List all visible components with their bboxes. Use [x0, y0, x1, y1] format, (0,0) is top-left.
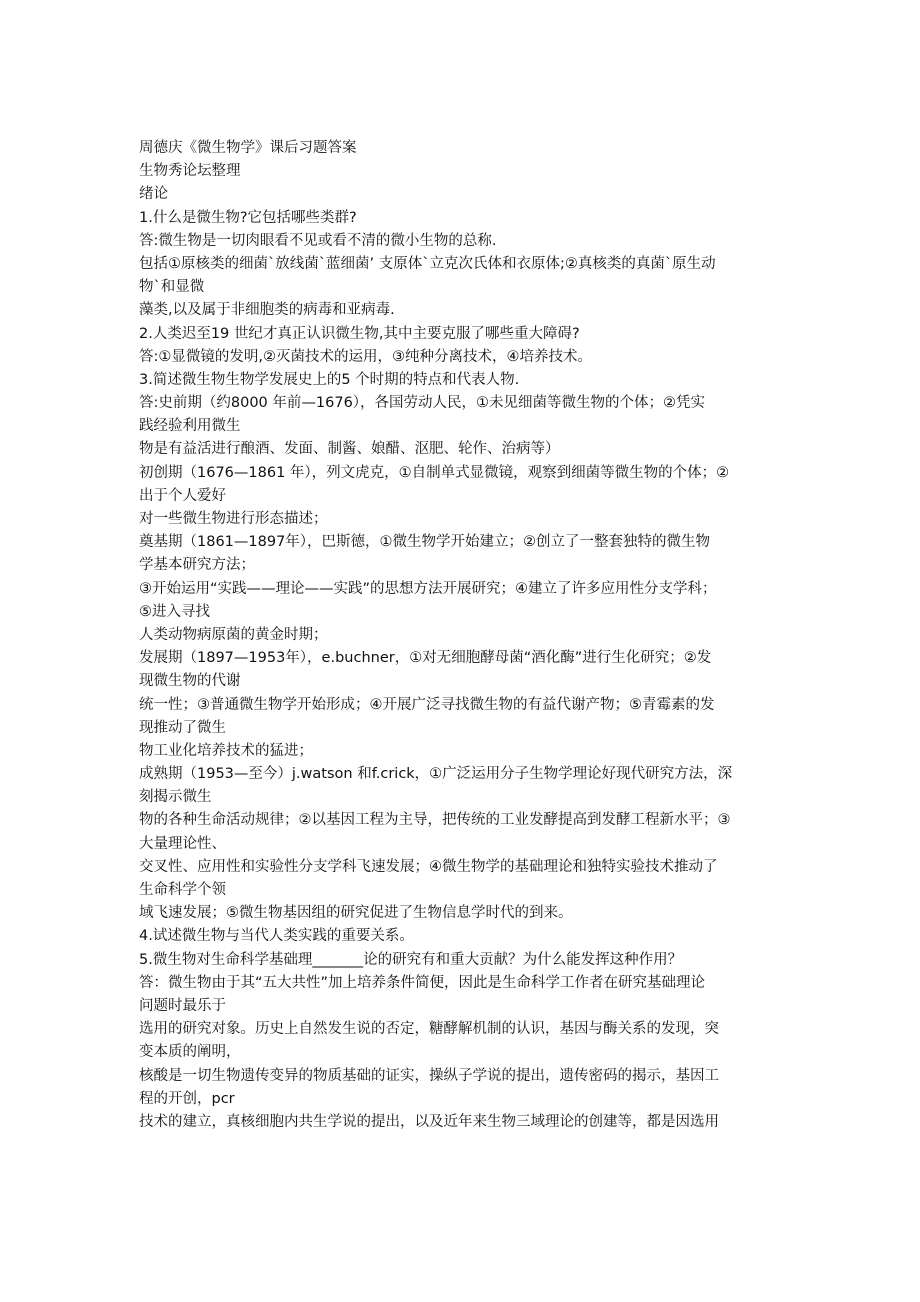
- answer-line: 包括①原核类的细菌`放线菌`蓝细菌’ 支原体`立克次氏体和衣原体;②真核类的真菌`原生动: [139, 255, 716, 272]
- answer-line: 物的各种生命活动规律；②以基因工程为主导，把传统的工业发酵提高到发酵工程新水平；③: [139, 812, 731, 829]
- answer-line: ③开始运用“实践——理论——实践”的思想方法开展研究；④建立了许多应用性分支学科；: [139, 580, 717, 597]
- answer-line: 答:①显微镜的发明,②灭菌技术的运用，③纯种分离技术，④培养技术。: [139, 348, 592, 365]
- answer-line: 选用的研究对象。历史上自然发生说的否定，糖酵解机制的认识，基因与酶关系的发现，突: [139, 1021, 719, 1038]
- answer-line: 对一些微生物进行形态描述；: [139, 511, 328, 527]
- answer-line: 变本质的阐明，: [139, 1044, 241, 1061]
- answer-line: 现推动了微生: [139, 719, 226, 736]
- answer-line: 问题时最乐于: [139, 997, 226, 1014]
- answer-line: 奠基期（1861—1897年），巴斯德，①微生物学开始建立；②创立了一整套独特的微生物: [139, 534, 711, 551]
- answer-line: 成熟期（1953—至今）j.watson 和f.crick，①广泛运用分子生物学理论好现代研究方法，深: [139, 766, 733, 783]
- answer-line: 核酸是一切生物遗传变异的物质基础的证实，操纵子学说的提出，遗传密码的揭示，基因工: [139, 1067, 719, 1084]
- answer-line: 出于个人爱好: [139, 487, 226, 504]
- answer-line: 统一性；③普通微生物学开始形成；④开展广泛寻找微生物的有益代谢产物；⑤青霉素的发: [139, 696, 715, 713]
- answer-line: 物工业化培养技术的猛进；: [139, 742, 313, 759]
- answer-line: 刻揭示微生: [139, 789, 212, 806]
- document-subtitle: 生物秀论坛整理: [139, 163, 241, 180]
- answer-line: 践经验利用微生: [139, 418, 241, 435]
- answer-line: 学基本研究方法；: [139, 557, 255, 574]
- answer-line: 答:史前期（约8000 年前—1676），各国劳动人民，①未见细菌等微生物的个体；②凭实: [139, 395, 706, 412]
- question-line: 3.简述微生物生物学发展史上的5 个时期的特点和代表人物.: [139, 371, 520, 388]
- question-line: 5.微生物对生命科学基础理_______论的研究有和重大贡献？为什么能发挥这种作用？: [139, 951, 683, 968]
- answer-line: 现微生物的代谢: [139, 673, 241, 690]
- answer-line: 物`和显微: [139, 279, 205, 296]
- answer-line: 大量理论性、: [139, 835, 226, 852]
- answer-line: 初创期（1676—1861 年），列文虎克，①自制单式显微镜，观察到细菌等微生物的个体；②: [139, 464, 730, 481]
- document-body: [139, 137, 794, 1134]
- question-line: 1.什么是微生物?它包括哪些类群?: [139, 209, 357, 226]
- answer-line: 交叉性、应用性和实验性分支学科飞速发展；④微生物学的基础理论和独特实验技术推动了: [139, 858, 718, 875]
- question-line: 2.人类迟至19 世纪才真正认识微生物,其中主要克服了哪些重大障碍?: [139, 325, 580, 342]
- question-line: 4.试述微生物与当代人类实践的重要关系。: [139, 928, 414, 945]
- document-title: 周德庆《微生物学》课后习题答案: [139, 140, 357, 156]
- answer-line: ⑤进入寻找: [139, 603, 210, 620]
- answer-line: 藻类,以及属于非细胞类的病毒和亚病毒.: [139, 302, 395, 319]
- answer-line: 答：微生物由于其“五大共性”加上培养条件简便，因此是生命科学工作者在研究基础理论: [139, 974, 706, 991]
- answer-line: 物是有益活进行酿酒、发面、制酱、娘醋、沤肥、轮作、治病等）: [139, 441, 560, 458]
- answer-line: 生命科学个领: [139, 882, 226, 898]
- answer-line: 答:微生物是一切肉眼看不见或看不清的微小生物的总称.: [139, 232, 497, 249]
- answer-line: 发展期（1897—1953年），e.buchner，①对无细胞酵母菌“酒化酶”进行生化研究；②发: [139, 650, 712, 667]
- section-heading: 绪论: [139, 186, 168, 203]
- answer-line: 域飞速发展；⑤微生物基因组的研究促进了生物信息学时代的到来。: [139, 905, 573, 922]
- answer-line: 程的开创，pcr: [139, 1090, 235, 1107]
- answer-line: 技术的建立，真核细胞内共生学说的提出，以及近年来生物三域理论的创建等，都是因选用: [139, 1113, 719, 1130]
- answer-line: 人类动物病原菌的黄金时期；: [139, 626, 328, 643]
